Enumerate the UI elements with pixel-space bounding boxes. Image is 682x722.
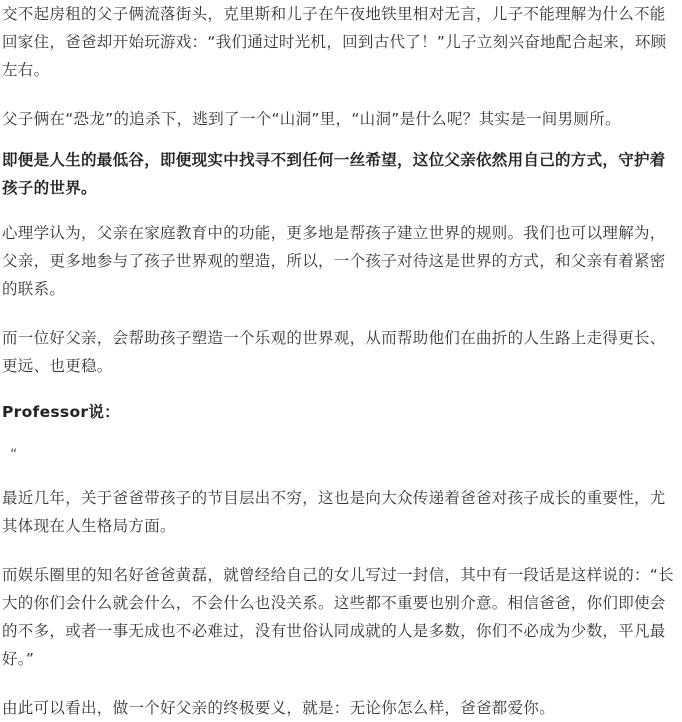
paragraph-cave-restroom: 父子俩在“恐龙”的追杀下，逃到了一个“山洞”里，“山洞”是什么呢？其实是一间男厕所。 <box>2 110 621 128</box>
paragraph-dad-tv-shows: 最近几年，关于爸爸带孩子的节目层出不穷，这也是向大众传递着爸爸对孩子成长的重要性，尤其体现在人生格局方面。 <box>2 489 666 535</box>
paragraph-huang-lei-letter: 而娱乐圈里的知名好爸爸黄磊，就曾经给自己的女儿写过一封信，其中有一段话是这样说的：“长大的你们会什么就会什么，不会什么也没关系。这些都不重要也别介意。相信爸爸，你们即使会的不多，或者一事无成也不必难过，没有世俗认同成就的人是多数，你们不必成为少数，平凡最好。” <box>2 566 674 668</box>
paragraph-good-father-optimism: 而一位好父亲，会帮助孩子塑造一个乐观的世界观，从而帮助他们在曲折的人生路上走得更长、更远、也更稳。 <box>2 329 666 375</box>
paragraph-psychology-father-role: 心理学认为，父亲在家庭教育中的功能，更多地是帮孩子建立世界的规则。我们也可以理解为，父亲，更多地参与了孩子世界观的塑造，所以，一个孩子对待这是世界的方式，和父亲有着紧密的联系。 <box>2 224 666 298</box>
paragraph-homeless-father-son: 交不起房租的父子俩流落街头，克里斯和儿子在午夜地铁里相对无言，儿子不能理解为什么不能回家住，爸爸却开始玩游戏：“我们通过时光机，回到古代了！”儿子立刻兴奋地配合起来，环顾左右。 <box>2 5 667 79</box>
paragraph-bold-lowest-point: 即便是人生的最低谷，即便现实中找寻不到任何一丝希望，这位父亲依然用自己的方式，守护着孩子的世界。 <box>2 151 666 197</box>
section-heading-professor: Professor说： <box>2 403 120 421</box>
quote-mark: “ <box>10 447 18 463</box>
paragraph-conclusion: 由此可以看出，做一个好父亲的终极要义，就是：无论你怎么样，爸爸都爱你。 <box>2 699 556 717</box>
